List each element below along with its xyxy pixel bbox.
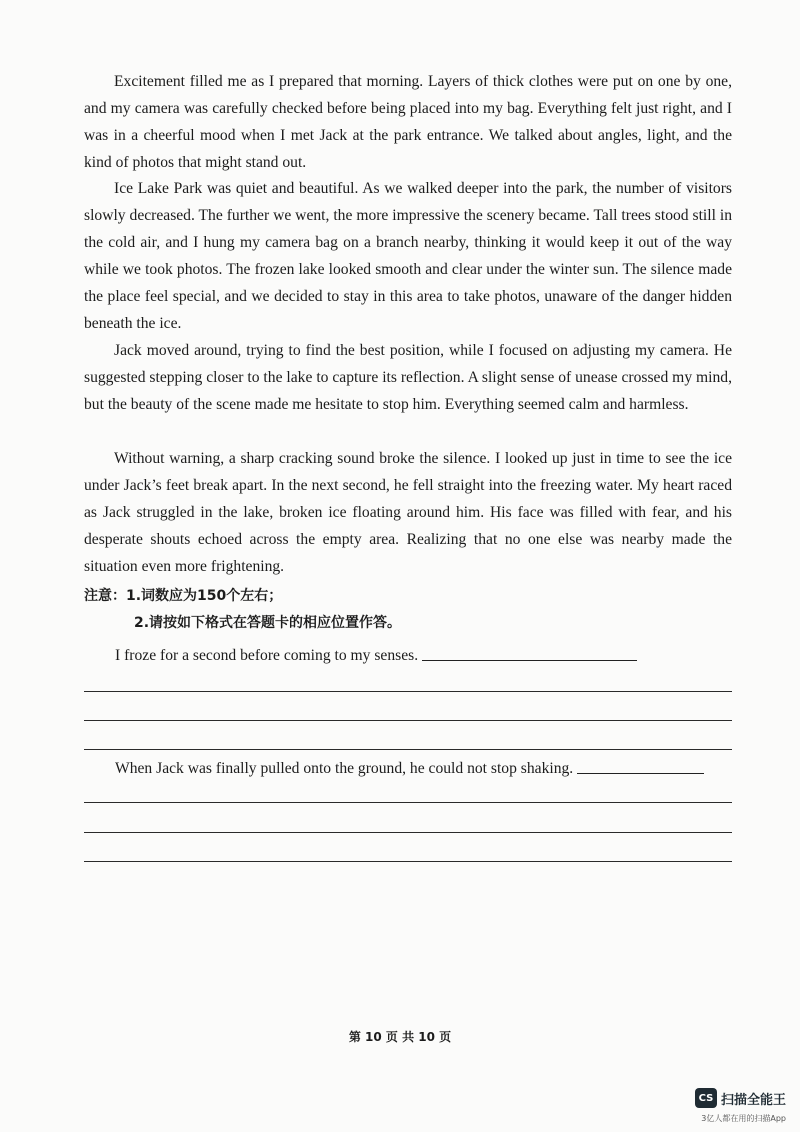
note-format: 2.请按如下格式在答题卡的相应位置作答。 [134, 615, 402, 631]
writing-line[interactable] [84, 691, 732, 692]
passage-paragraph-1: Excitement filled me as I prepared that morning. Layers of thick clothes were put on one by one, and my camera was carefully checked before being placed into my bag. Everything felt just right, and I was in a cheerful mood when I met Jack at the park entrance. We talked about angles, light, and the kind of photos that might stand out. [84, 73, 732, 171]
scanner-watermark [695, 1088, 786, 1108]
writing-line[interactable] [84, 832, 732, 833]
writing-line[interactable] [84, 749, 732, 750]
scanner-tagline: 3亿人都在用的扫描App [701, 1114, 786, 1123]
continuation-prompt-2 [115, 760, 704, 778]
writing-line[interactable] [84, 861, 732, 862]
passage-paragraph-2: Ice Lake Park was quiet and beautiful. As we walked deeper into the park, the number of visitors slowly decreased. The further we went, the more impressive the scenery became. Tall trees stood still in the cold air, and I hung my camera bag on a branch nearby, thinking it would keep it out of the way while we took photos. The frozen lake looked smooth and clear under the winter sun. The silence made the place feel special, and we decided to stay in this area to take photos, unaware of the danger hidden beneath the ice. [84, 180, 732, 332]
passage-paragraph-3: Jack moved around, trying to find the best position, while I focused on adjusting my camera. He suggested stepping closer to the lake to capture its reflection. A slight sense of unease crossed my mind, but the beauty of the scene made me hesitate to stop him. Everything seemed calm and harmless. [84, 342, 732, 413]
page-number: 第 10 页 共 10 页 [348, 1030, 452, 1044]
scanner-app-name: 扫描全能王 [720, 1092, 786, 1108]
answer-blank-2[interactable] [577, 773, 704, 774]
writing-line[interactable] [84, 720, 732, 721]
prompt-1-text: I froze for a second before coming to my senses. [115, 647, 419, 664]
continuation-prompt-1 [115, 647, 637, 665]
writing-line[interactable] [84, 802, 732, 803]
answer-blank-1[interactable] [422, 660, 637, 661]
note-word-count: 注意：1.词数应为150个左右； [84, 588, 283, 604]
notes-section [84, 585, 402, 631]
camscanner-logo-icon: CS [695, 1088, 717, 1108]
prompt-2-text: When Jack was finally pulled onto the ground, he could not stop shaking. [115, 760, 574, 777]
passage-paragraph-4: Without warning, a sharp cracking sound broke the silence. I looked up just in time to see the ice under Jack’s feet break apart. In the next second, he fell straight into the freezing water. My heart raced as Jack struggled in the lake, broken ice floating around him. His face was filled with fear, and his desperate shouts echoed across the empty area. Realizing that no one else was nearby made the situation even more frightening. [84, 450, 732, 575]
